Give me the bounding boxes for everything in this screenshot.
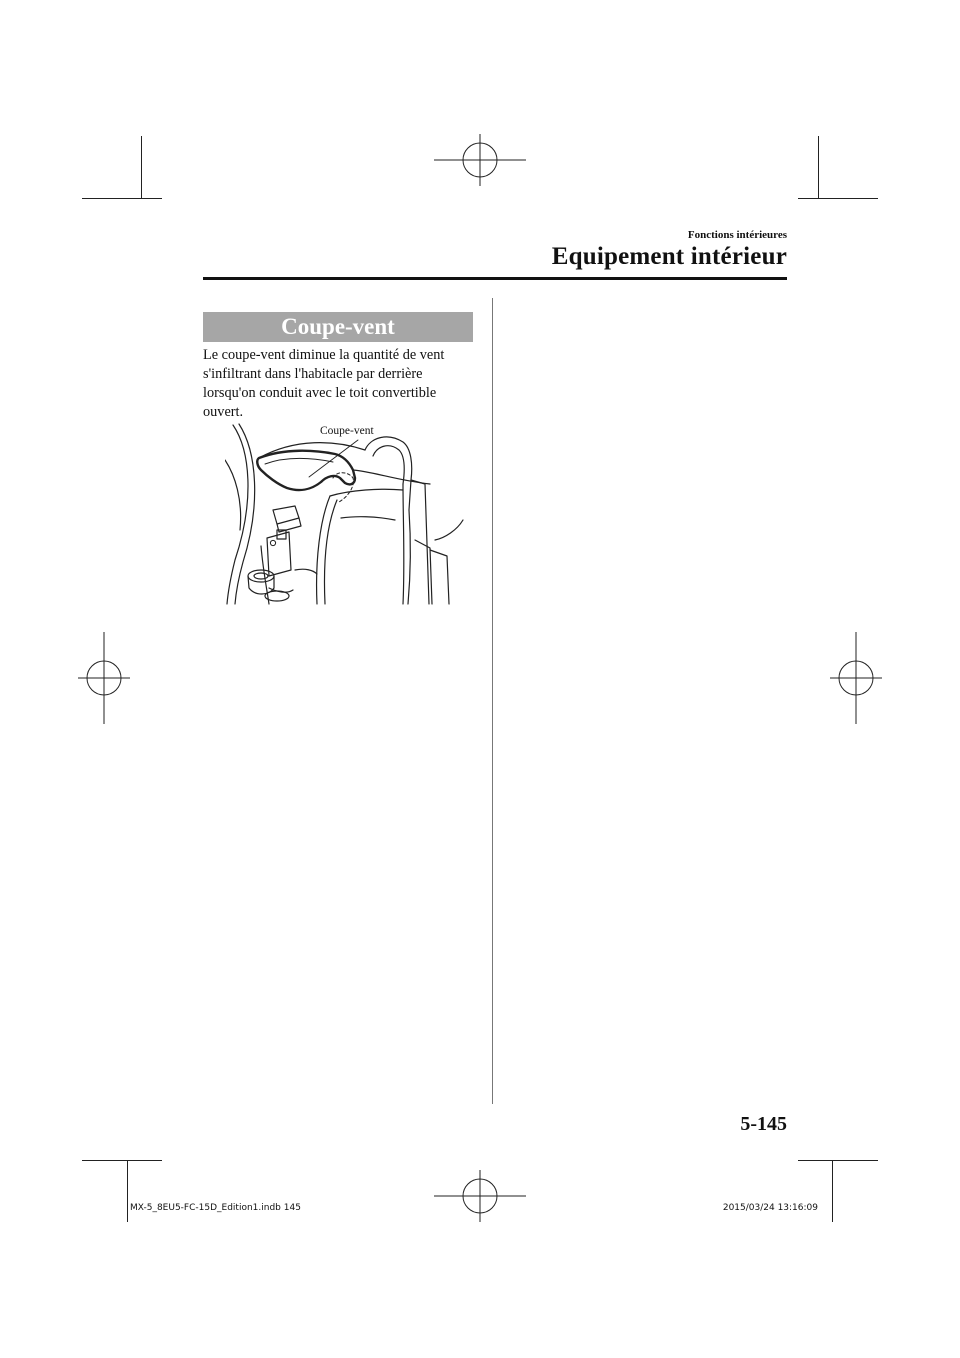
body-line: Le coupe-vent diminue la quantité de vent [203,347,445,363]
column-divider [492,298,493,1104]
body-line: s'infiltrant dans l'habitacle par derrière [203,366,423,382]
wind-blocker-illustration [225,420,465,605]
section-title-bar [203,312,473,342]
registration-target-right-icon [830,632,882,724]
registration-target-top-icon [434,134,526,186]
footer-file-name: MX-5_8EU5-FC-15D_Edition1.indb 145 [130,1203,301,1213]
section-title: Coupe-vent [281,314,395,339]
header-section: Fonctions intérieures [687,229,787,241]
body-line: lorsqu'on conduit avec le toit convertible [203,385,437,401]
header-chapter: Equipement intérieur [551,243,787,270]
body-line: ouvert. [203,404,244,420]
illustration-callout-label: Coupe-vent [320,425,374,437]
registration-target-left-icon [78,632,130,724]
page-number: 5-145 [740,1113,787,1135]
registration-target-bottom-icon [434,1170,526,1222]
footer-timestamp: 2015/03/24 13:16:09 [722,1203,818,1213]
header-rule [203,277,787,280]
body-paragraph [203,346,483,422]
